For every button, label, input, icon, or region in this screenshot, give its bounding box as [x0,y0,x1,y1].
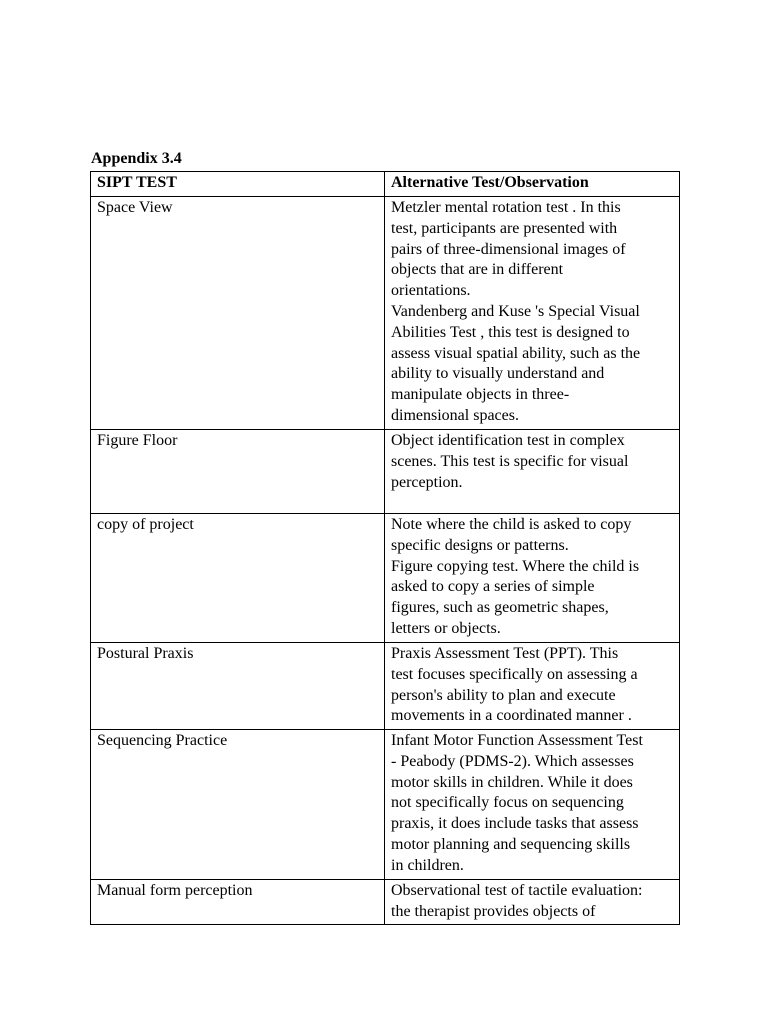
table-row [91,643,680,730]
header-sipt-test: SIPT TEST [91,172,385,197]
table-header-row [91,172,680,197]
sipt-alternatives-table [90,171,680,925]
alternative-test-cell: Praxis Assessment Test (PPT). This test focuses specifically on assessing a person's ability to plan and execute movements in a coordinated manner . [385,643,680,730]
header-alternative-test: Alternative Test/Observation [385,172,680,197]
appendix-heading: Appendix 3.4 [91,150,182,167]
table-row [91,430,680,514]
sipt-test-cell: Figure Floor [91,430,385,514]
table-row [91,514,680,643]
alternative-test-cell: Observational test of tactile evaluation: the therapist provides objects of [385,880,680,925]
sipt-test-cell: Manual form perception [91,880,385,925]
sipt-test-cell: copy of project [91,514,385,643]
sipt-test-cell: Postural Praxis [91,643,385,730]
alternative-test-cell: Metzler mental rotation test . In this test, participants are presented with pairs of three-dimensional images of objects that are in different orientations. Vandenberg and Kuse 's Special Visual Abilities Test , this test is designed to assess visual spatial ability, such as the ability to visually understand and manipulate objects in three- dimensional spaces. [385,197,680,430]
alternative-test-cell: Object identification test in complex scenes. This test is specific for visual perception. [385,430,680,514]
table-row [91,730,680,880]
alternative-test-cell: Note where the child is asked to copy specific designs or patterns. Figure copying test. Where the child is asked to copy a series of simple figures, such as geometric shapes, letters or objects. [385,514,680,643]
table-row [91,880,680,925]
sipt-test-cell: Space View [91,197,385,430]
sipt-test-cell: Sequencing Practice [91,730,385,880]
alternative-test-cell: Infant Motor Function Assessment Test - Peabody (PDMS-2). Which assesses motor skills in children. While it does not specifically focus on sequencing praxis, it does include tasks that assess motor planning and sequencing skills in children. [385,730,680,880]
table-row [91,197,680,430]
